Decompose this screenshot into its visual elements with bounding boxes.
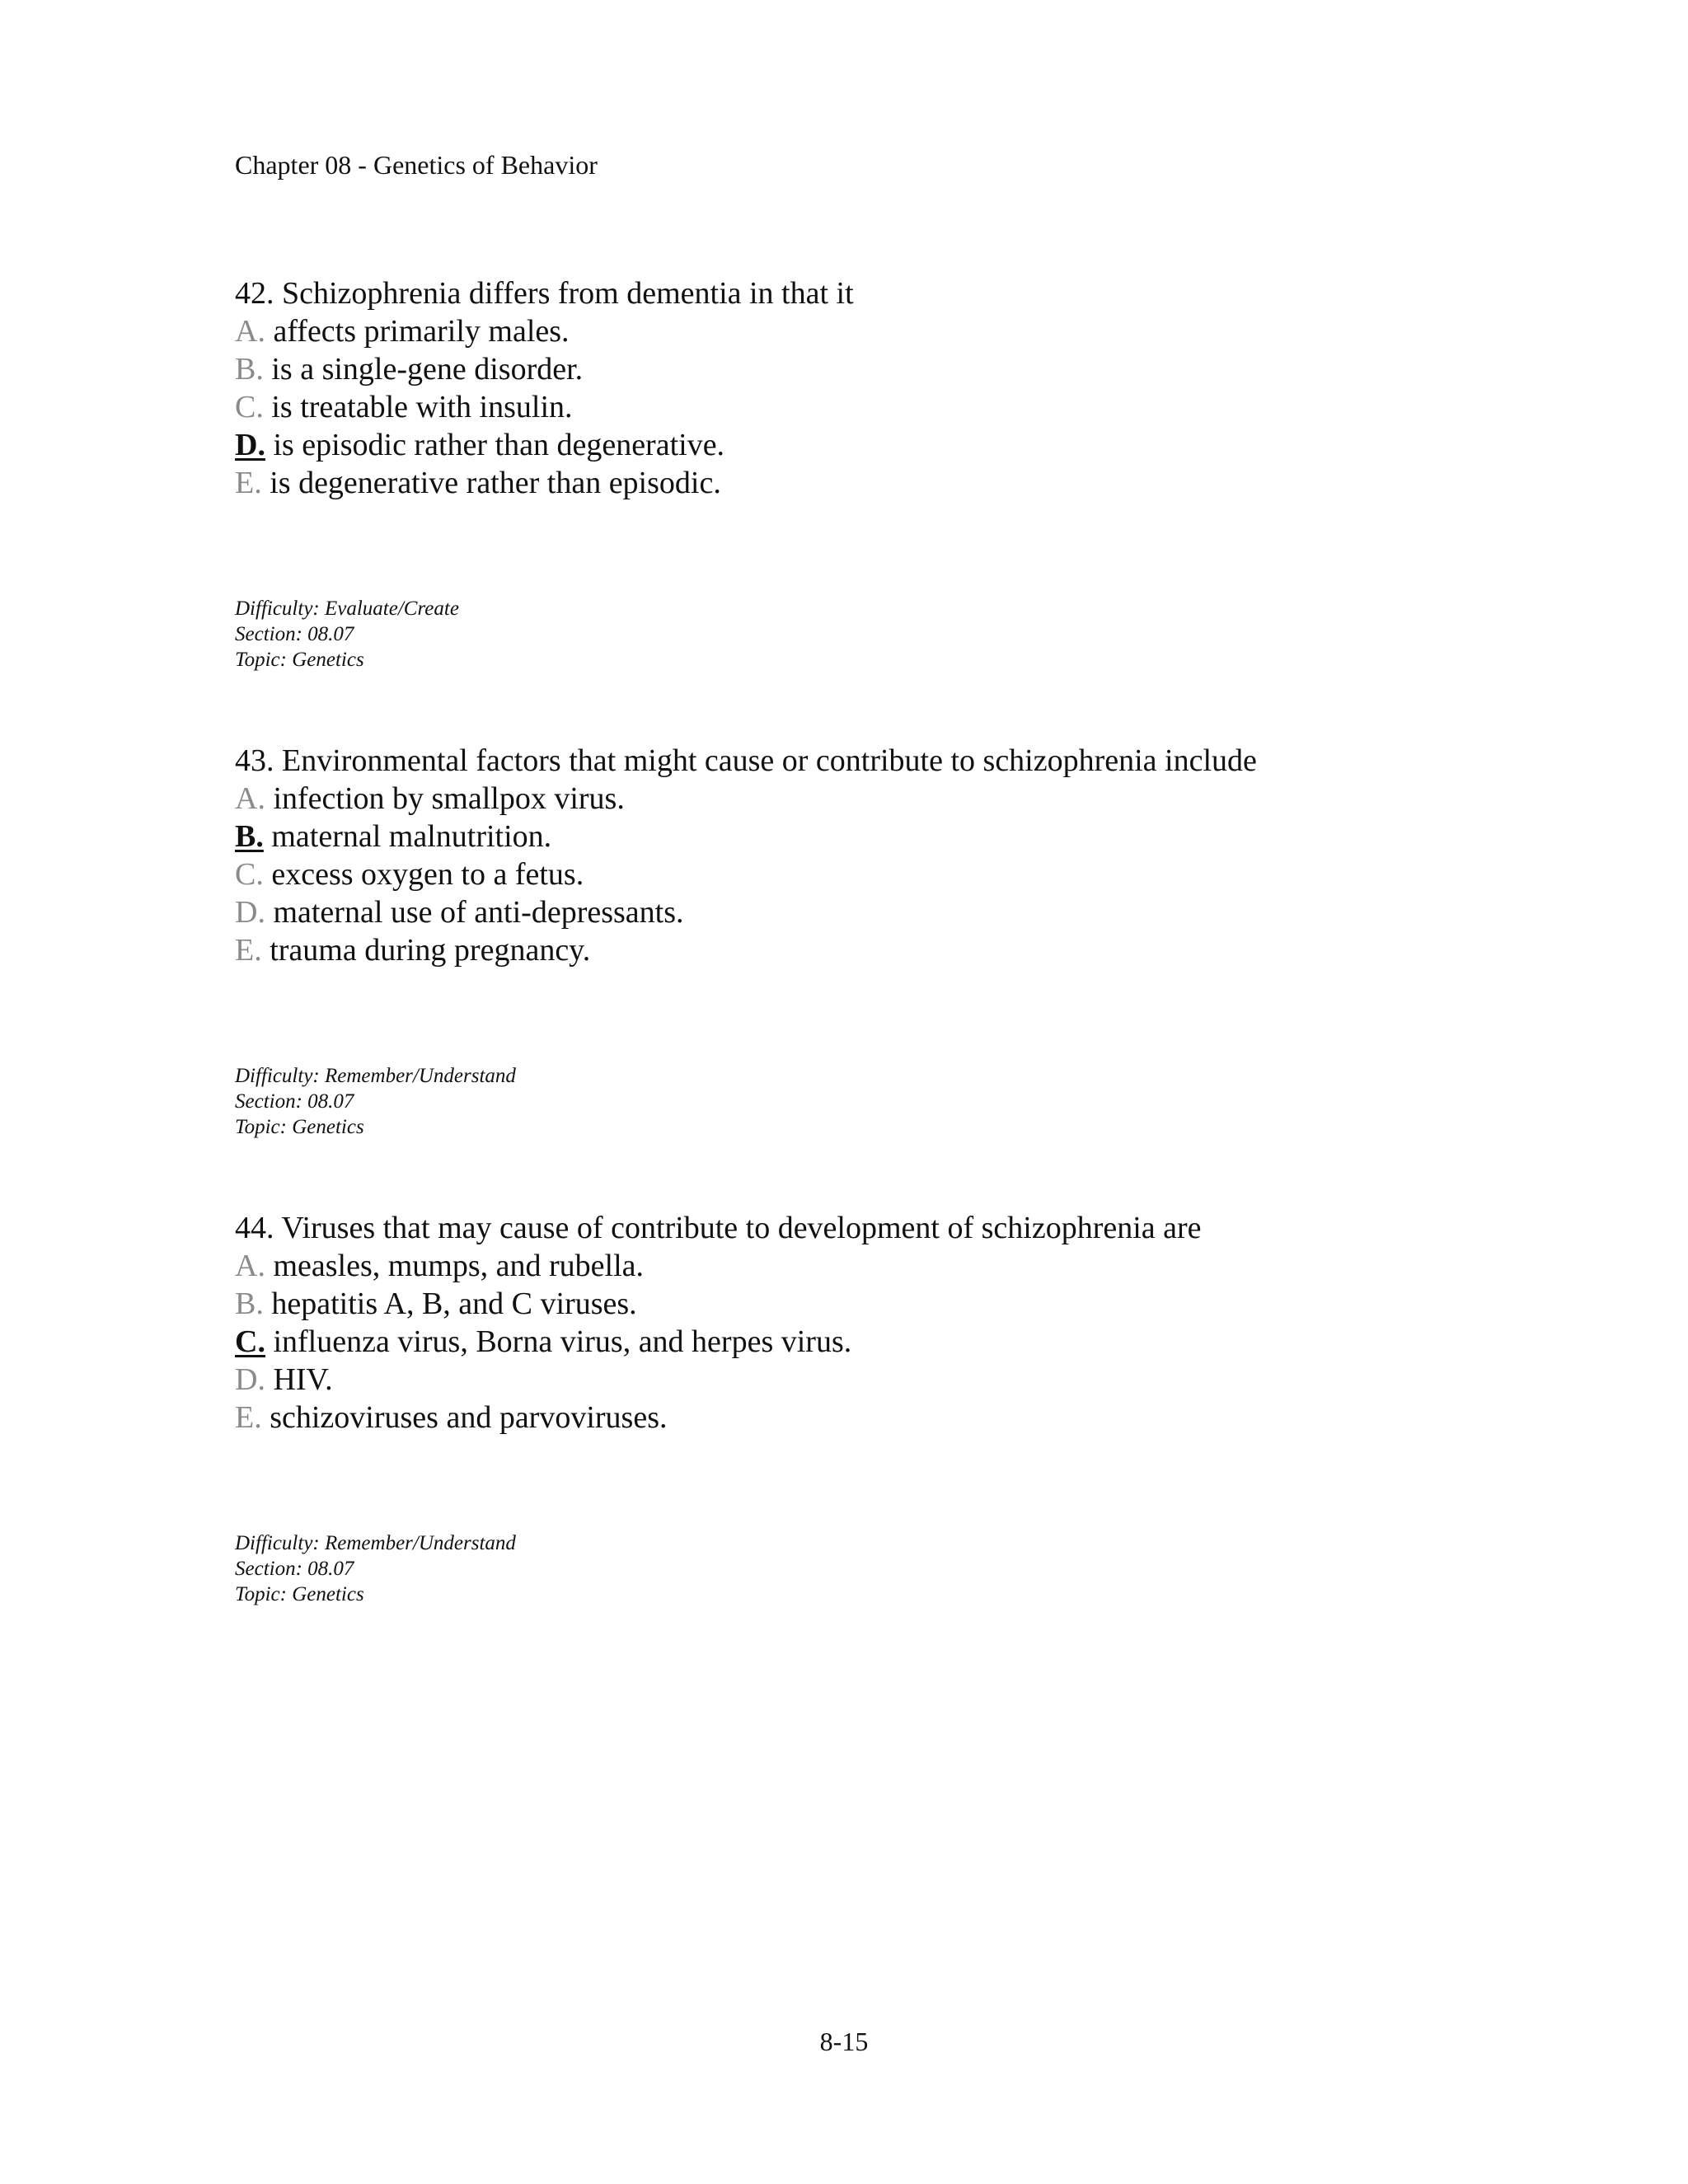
choice-letter: A. <box>235 1249 265 1283</box>
choice-d <box>235 893 1471 931</box>
correct-choice-letter: D. <box>235 428 265 462</box>
choice-letter: E. <box>235 1400 262 1435</box>
choice-e <box>235 464 1471 502</box>
choice-e <box>235 931 1471 969</box>
page-number: 8-15 <box>819 2027 869 2056</box>
choice-a <box>235 312 1471 350</box>
choice-letter: C. <box>235 390 264 424</box>
topic-label: Topic: Genetics <box>235 1583 364 1605</box>
choice-text: affects primarily males. <box>273 314 570 349</box>
choice-text: maternal use of anti-depressants. <box>273 895 684 930</box>
correct-choice-letter: B. <box>235 819 264 854</box>
chapter-title: Chapter 08 - Genetics of Behavior <box>235 150 598 180</box>
topic-label: Topic: Genetics <box>235 649 364 671</box>
choice-text: is degenerative rather than episodic. <box>270 466 721 500</box>
difficulty-label: Difficulty: Evaluate/Create <box>235 598 459 620</box>
choice-text: excess oxygen to a fetus. <box>271 857 584 892</box>
section-label: Section: 08.07 <box>235 623 354 645</box>
choice-a <box>235 780 1471 818</box>
choice-c <box>235 855 1471 893</box>
choice-b-correct <box>235 818 1471 855</box>
choice-b <box>235 350 1471 388</box>
choice-text: maternal malnutrition. <box>271 819 552 854</box>
question-44 <box>235 1209 1471 1605</box>
question-meta <box>235 596 459 673</box>
question-stem: 43. Environmental factors that might cause or contribute to schizophrenia include <box>235 743 1257 778</box>
topic-label: Topic: Genetics <box>235 1116 364 1138</box>
choice-letter: E. <box>235 466 262 500</box>
choice-letter: E. <box>235 933 262 968</box>
choice-text: infection by smallpox virus. <box>273 781 625 816</box>
choice-a <box>235 1247 1471 1285</box>
choice-text: schizoviruses and parvoviruses. <box>270 1400 668 1435</box>
question-stem: 42. Schizophrenia differs from dementia in that it <box>235 276 854 311</box>
choice-text: is episodic rather than degenerative. <box>273 428 725 462</box>
choice-text: HIV. <box>273 1362 333 1397</box>
section-label: Section: 08.07 <box>235 1558 354 1580</box>
correct-choice-letter: C. <box>235 1324 265 1359</box>
choice-e <box>235 1399 1471 1436</box>
choice-d <box>235 1361 1471 1399</box>
question-42 <box>235 274 1471 671</box>
choice-letter: A. <box>235 314 265 349</box>
choice-c-correct <box>235 1323 1471 1361</box>
choice-text: is a single-gene disorder. <box>271 352 584 387</box>
section-label: Section: 08.07 <box>235 1090 354 1113</box>
difficulty-label: Difficulty: Remember/Understand <box>235 1532 516 1554</box>
choice-letter: D. <box>235 1362 265 1397</box>
choice-letter: B. <box>235 352 264 387</box>
choice-text: trauma during pregnancy. <box>270 933 591 968</box>
choice-letter: D. <box>235 895 265 930</box>
question-meta <box>235 1530 516 1607</box>
choice-letter: C. <box>235 857 264 892</box>
question-meta <box>235 1063 516 1140</box>
choice-letter: A. <box>235 781 265 816</box>
choice-text: influenza virus, Borna virus, and herpes virus. <box>273 1324 852 1359</box>
choice-text: is treatable with insulin. <box>271 390 573 424</box>
question-stem: 44. Viruses that may cause of contribute to development of schizophrenia are <box>235 1211 1202 1245</box>
choice-b <box>235 1285 1471 1323</box>
choice-d-correct <box>235 426 1471 464</box>
choice-c <box>235 388 1471 426</box>
question-43 <box>235 742 1471 1138</box>
choice-letter: B. <box>235 1286 264 1321</box>
difficulty-label: Difficulty: Remember/Understand <box>235 1065 516 1087</box>
choice-text: measles, mumps, and rubella. <box>273 1249 645 1283</box>
choice-text: hepatitis A, B, and C viruses. <box>271 1286 637 1321</box>
